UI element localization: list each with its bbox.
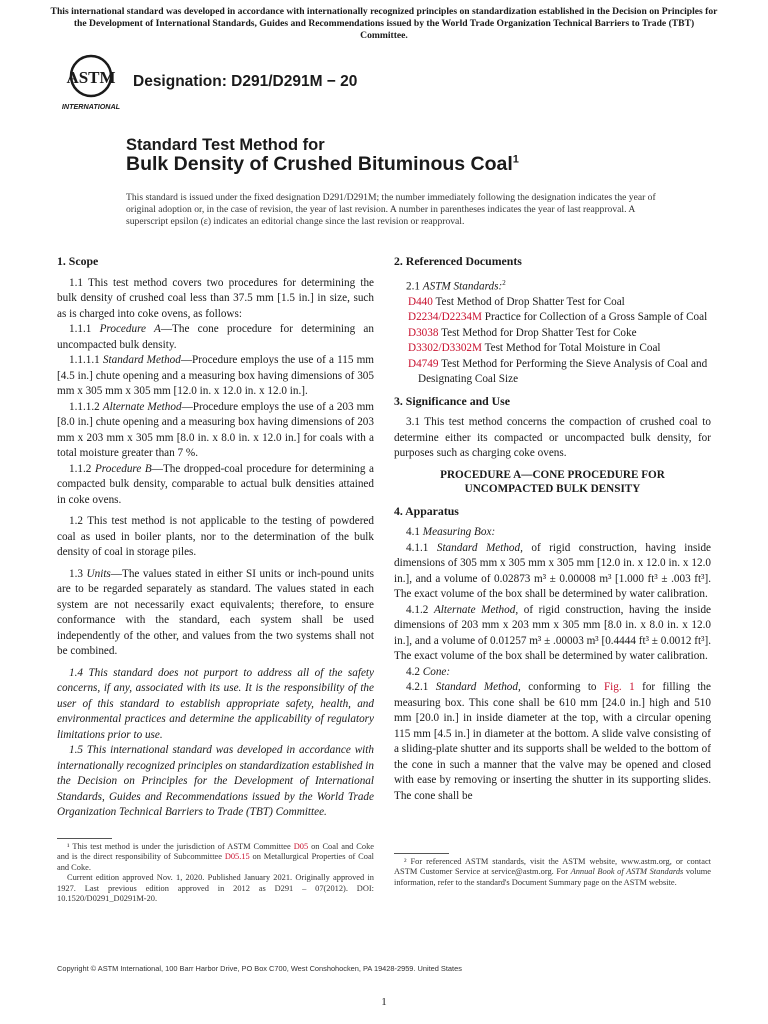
section-heading-references: 2. Referenced Documents <box>394 254 522 268</box>
reference-code-link[interactable]: D3038 <box>408 326 439 339</box>
para-1-3: 1.3 Units—The values stated in either SI units or inch-pound units are to be regarded separately as standard. The values stated in each system are not necessarily exact equivalents; therefore, to ensure conformance with the standard, each system shall be used independently of the other, and values from the two systems shall not be combined. <box>57 567 374 657</box>
para-4-1-1: 4.1.1 Standard Method, of rigid construction, having inside dimensions of 305 mm x 305 mm x 305 mm [12.0 in. x 12.0 in. x 12.0 in.], and a volume of 0.02873 m³ ± 0.00008 m³ [1.000 ft³ ± .003 ft³]. The exact volume of the box shall be determined by water calibration. <box>394 541 711 601</box>
right-column <box>394 254 711 804</box>
reference-item <box>394 357 711 388</box>
logo-subtitle: INTERNATIONAL <box>61 102 121 111</box>
committee-link[interactable]: D05 <box>293 842 309 851</box>
section-heading-apparatus: 4. Apparatus <box>394 503 459 518</box>
subcommittee-link[interactable]: D05.15 <box>224 852 250 862</box>
astm-logo <box>58 52 124 112</box>
fig-1-link[interactable]: Fig. 1 <box>603 681 635 694</box>
reference-item <box>394 295 711 311</box>
designation: Designation: D291/D291M − 20 <box>133 73 358 90</box>
title-line-2 <box>126 153 519 176</box>
reference-item <box>394 310 711 326</box>
para-3-1: 3.1 This test method concerns the compaction of crushed coal to determine either its compacted or uncompacted bulk density, for purposes such as charging coke ovens. <box>394 416 711 460</box>
reference-item <box>394 341 711 357</box>
para-2-1: 2.1 ASTM Standards:$^2$ <box>406 278 506 293</box>
logo-letters: ASTM <box>66 68 116 87</box>
left-column <box>57 254 374 821</box>
para-4-1: 4.1 Measuring Box: <box>406 526 496 539</box>
intro-paragraph: This standard is issued under the fixed designation D291/D291M; the number immediately following the designation indicates the year of original adoption or, in the case of revision, the year of last revision. A number in parentheses indicates the year of last reapproval. A superscript epsilon (ε) indicates an editorial change since the last revision or reapproval. <box>126 192 656 228</box>
footnote-right: ² For referenced ASTM standards, visit the ASTM website, www.astm.org, or contact ASTM Customer Service at service@astm.org. For Annual Book of ASTM Standards volume information, refer to the standard's Document Summary page on the ASTM website. <box>394 857 711 887</box>
para-4-2: 4.2 Cone: <box>406 665 451 678</box>
para-1-1-1: 1.1.1 Procedure A—The cone procedure for determining an uncompacted bulk density. <box>57 323 374 351</box>
reference-title: Test Method for Total Moisture in Coal <box>481 342 661 355</box>
title-text: Bulk Density of Crushed Bituminous Coal <box>126 153 513 175</box>
section-heading-significance: 3. Significance and Use <box>394 393 511 408</box>
title-line-1: Standard Test Method for <box>126 136 325 154</box>
title-footnote-mark[interactable]: 1 <box>512 153 519 166</box>
header-note: This international standard was developed in accordance with internationally recognized principles on standardization established in the Decision on Principles for the Development of International Standards, Guides and Recommendations issued by the World Trade Organization Technical Barriers to Trade (TBT) Committee. <box>50 6 718 41</box>
para-1-2: 1.2 This test method is not applicable to the testing of powdered coal as used in boiler plants, nor to the determination of the bulk density of coal in storage piles. <box>57 515 374 558</box>
copyright-line: Copyright © ASTM International, 100 Barr Harbor Drive, PO Box C700, West Conshohocken, PA 19428-2959. United States <box>57 964 462 973</box>
reference-list <box>394 295 711 388</box>
para-4-1-2: 4.1.2 Alternate Method, of rigid construction, having the inside dimensions of 203 mm x 203 mm x 305 mm [8.0 in. x 8.0 in. x 12.0 in.], and a volume of 0.01257 m³ ± .00003 m³ [0.4444 ft³ ± 0.0012 ft³]. The exact volume of the box shall be determined by water calibration. <box>394 603 711 663</box>
reference-item <box>394 326 711 342</box>
reference-code-link[interactable]: D2234/D2234M <box>408 311 482 324</box>
reference-code-link[interactable]: D4749 <box>408 357 439 370</box>
footnote-left: ¹ This test method is under the jurisdiction of ASTM Committee D05 on Coal and Coke and is the direct responsibility of Subcommittee D05.15 on Metallurgical Properties of Coal and Coke. Current edition approved Nov. 1, 2020. Published January 2021. Originally approved in 1927. Last previous edition approved in 2012 as D291 – 07(2012). DOI: 10.1520/D0291_D0291M-20. <box>57 842 375 904</box>
para-1-1-1-1: 1.1.1.1 Standard Method—Procedure employs the use of a 115 mm [4.5 in.] chute opening and a measuring box having dimensions of 305 mm x 305 mm x 305 mm [12.0 in. x 12.0 in. x 12.0 in.]. <box>57 354 374 397</box>
para-1-1-2: 1.1.2 Procedure B—The dropped-coal procedure for determining a compacted bulk density, comparable to actual bulk densities attained in coke ovens. <box>57 462 374 506</box>
footnote-rule-right <box>394 853 449 854</box>
procedure-a-heading: PROCEDURE A—CONE PROCEDURE FOR UNCOMPACTED BULK DENSITY <box>440 468 665 495</box>
footnote-rule-left <box>57 838 112 839</box>
reference-title: Test Method for Drop Shatter Test for Coke <box>438 326 637 339</box>
reference-title: Test Method of Drop Shatter Test for Coal <box>432 295 625 308</box>
reference-title: Practice for Collection of a Gross Sample of Coal <box>481 311 708 324</box>
reference-code-link[interactable]: D440 <box>408 295 433 308</box>
para-1-1: 1.1 This test method covers two procedures for determining the bulk density of crushed coal less than 37.5 mm [1.5 in.] in size, such as is charged into coke ovens, as follows: <box>57 276 374 320</box>
para-1-1-1-2: 1.1.1.2 Alternate Method—Procedure employs the use of a 203 mm [8.0 in.] chute opening and a measuring box having dimensions of 203 mm x 203 mm x 305 mm [8.0 in. x 8.0 in. x 12.0 in.] for coals with a total moisture greater than 7 %. <box>57 400 375 459</box>
para-4-2-1: 4.2.1 Standard Method, conforming to Fig. 1 for filling the measuring box. This cone shall be 610 mm [24.0 in.] high and 510 mm [20.0 in.] in inside diameter at the top, with a circular opening 115 mm [4.5 in.] in diameter at the bottom. A slide valve consisting of a sliding-plate shutter and its supports shall be welded to the bottom of the cone in such a manner that the valve may be opened and closed with ease by removing or inserting the shutter in its supporting slides. The cone shall be <box>394 681 711 802</box>
section-heading-scope: 1. Scope <box>57 254 99 268</box>
para-1-5: 1.5 This international standard was developed in accordance with internationally recognized principles on standardization established in the Decision on Principles for the Development of International Standards, Guides and Recommendations issued by the World Trade Organization Technical Barriers to Trade (TBT) Committee. <box>57 744 374 818</box>
page-number: 1 <box>381 996 387 1008</box>
reference-title: Test Method for Performing the Sieve Analysis of Coal and Designating Coal Size <box>418 357 708 386</box>
reference-code-link[interactable]: D3302/D3302M <box>408 342 482 355</box>
para-1-4: 1.4 This standard does not purport to address all of the safety concerns, if any, associated with its use. It is the responsibility of the user of this standard to establish appropriate safety, health, and environmental practices and determine the applicability of regulatory limitations prior to use. <box>57 666 374 741</box>
